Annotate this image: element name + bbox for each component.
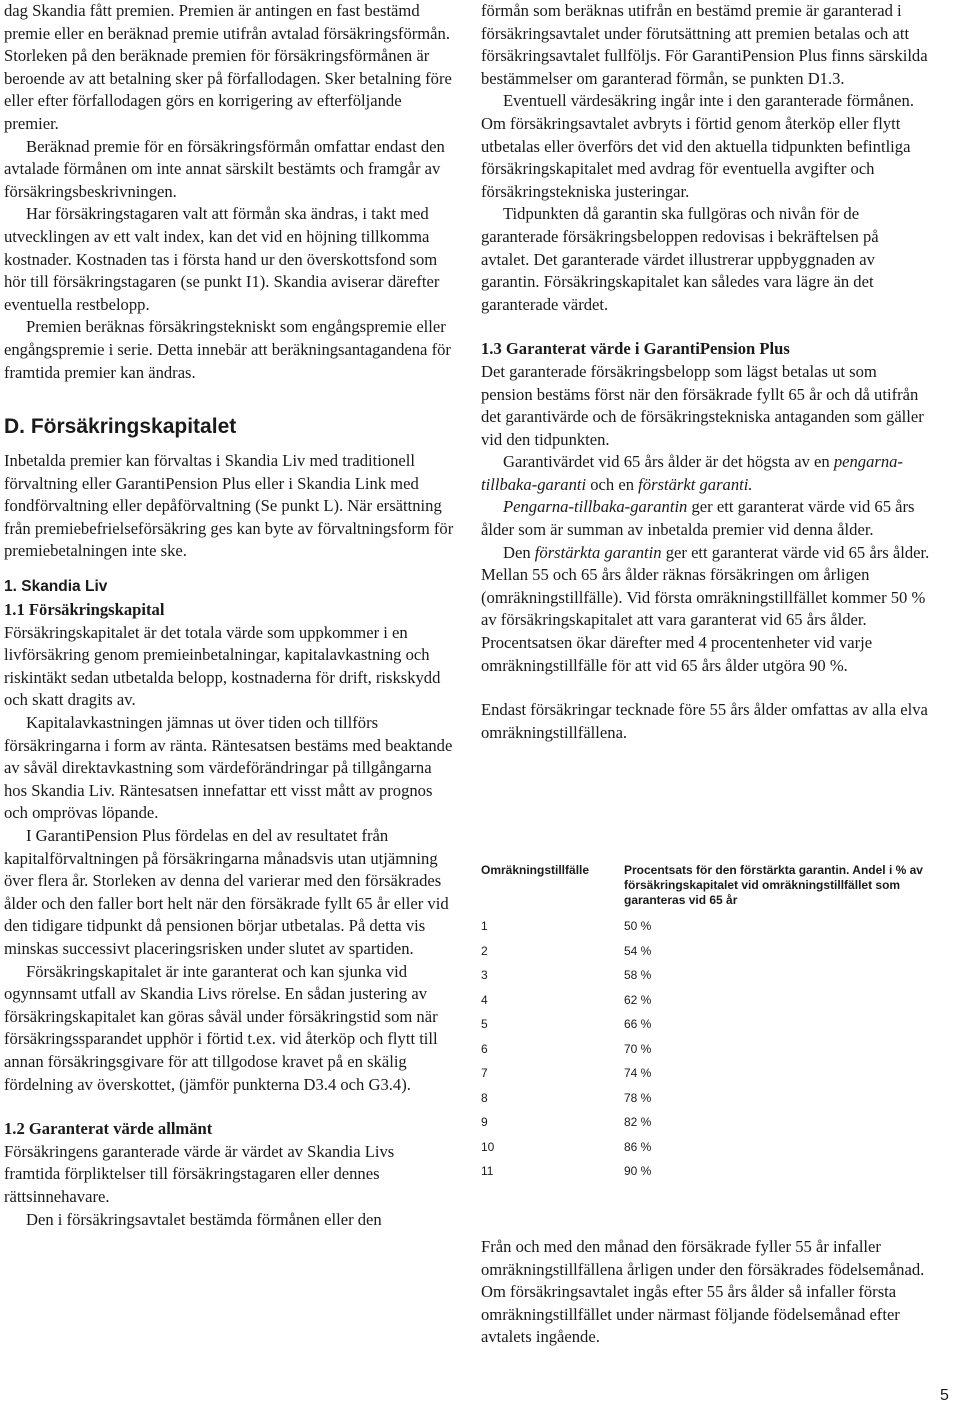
- table-header-col1: Omräkningstillfälle: [481, 863, 590, 877]
- paragraph: Den i försäkringsavtalet bestämda förmånen eller den: [26, 1209, 382, 1229]
- table-cell-pct: 66 %: [624, 1017, 652, 1031]
- text: Den: [503, 542, 535, 562]
- paragraph: Försäkringskapitalet är det totala värde som uppkommer i en livförsäkring genom premieinbetalningar, kapitalavkastning och riskintäkt sedan utbetalda belopp, kostnaderna för drift, riskskydd och skatt dragits av.: [4, 622, 441, 710]
- table-row: [481, 1113, 781, 1131]
- paragraph: förmån som beräknas utifrån en bestämd premie är garanterad i försäkringsavtalet under förutsättning att premien betalas och att försäkringsavtalet fullföljs. För GarantiPension Plus finns särskilda bestämmelser om garanterad förmån, se punkten D1.3.: [481, 1, 928, 88]
- table-row: [481, 1040, 781, 1058]
- table-cell-n: 8: [481, 1090, 488, 1105]
- section-heading-d: D. Försäkringskapitalet: [4, 415, 237, 439]
- paragraph: Har försäkringstagaren valt att förmån ska ändras, i takt med utvecklingen av ett valt index, kan det vid en höjning tillkomma kostnader. Kostnaden tas i första hand ur den överskottsfond som hör till försäkringstagaren (se punkt I1). Skandia aviserar därefter eventuella restbelopp.: [4, 204, 440, 314]
- emphasis: Pengarna-tillbaka-garantin: [503, 497, 688, 517]
- table-cell-pct: 78 %: [624, 1090, 652, 1105]
- emphasis: förstärkta garantin: [534, 542, 662, 562]
- paragraph: Från och med den månad den försäkrade fyller 55 år infaller omräkningstillfällena årligen under den försäkrades födelsemånad. Om försäkringsavtalet ingås efter 55 års ålder så infaller första omräkningstillfället under närmast följande födelsemånad efter avtalets ingående.: [481, 1237, 925, 1347]
- table-cell-n: 2: [481, 943, 488, 958]
- table-cell-pct: 86 %: [624, 1139, 652, 1154]
- table-cell-pct: 62 %: [624, 992, 652, 1007]
- paragraph: dag Skandia fått premien. Premien är antingen en fast bestämd premie eller en beräknad premie utifrån avtalad försäkringsförmån. Storleken på den beräknade premien för försäkringsförmånen är beroende av att betalning sker på förfallodagen. Sker betalning före eller efter förfallodagen görs en korrigering av efterföljande premier.: [4, 1, 452, 133]
- table-cell-n: 6: [481, 1041, 488, 1056]
- text: Garantivärdet vid 65 års ålder är det högsta av en: [503, 452, 834, 472]
- emphasis: förstärkt garanti.: [638, 474, 753, 494]
- left-column: [4, 0, 454, 1231]
- paragraph: [481, 542, 931, 678]
- table-row: [481, 917, 781, 935]
- table-cell-pct: 90 %: [624, 1164, 652, 1178]
- paragraph: Det garanterade försäkringsbelopp som lägst betalas ut som pension bestäms först när den försäkrade fyllt 65 år och då utifrån det garantivärde och de försäkringstekniska antaganden som gäller vid den tidpunkten.: [481, 361, 924, 449]
- table-cell-pct: 54 %: [624, 943, 652, 958]
- paragraph: Eventuell värdesäkring ingår inte i den garanterade förmånen. Om försäkringsavtalet avbryts i förtid genom återköp eller flytt utbetalas eller överförs det vid den aktuella tidpunkten befintliga försäkringskapitalet med avdrag för eventuella avgifter och försäkringstekniska justeringar.: [481, 91, 914, 201]
- subheading-garantipension-plus: 1.3 Garanterat värde i GarantiPension Plus: [481, 339, 790, 359]
- table-cell-pct: 50 %: [624, 919, 652, 933]
- text: ger ett garanterat värde vid 65 års ålder som är summan av inbetalda premier vid denna ålder.: [481, 497, 915, 540]
- table-cell-pct: 58 %: [624, 968, 652, 982]
- table-row: [481, 1162, 781, 1180]
- table-row: [481, 966, 781, 984]
- table-row: [481, 942, 781, 960]
- table-row: [481, 1089, 781, 1107]
- table-cell-pct: 82 %: [624, 1115, 652, 1129]
- right-column-bottom: [481, 1236, 931, 1349]
- section-heading-skandia-liv: 1. Skandia Liv: [4, 578, 108, 596]
- paragraph: [481, 451, 931, 496]
- table-cell-n: 9: [481, 1115, 488, 1129]
- table-row: [481, 1015, 781, 1033]
- table-cell-n: 11: [481, 1164, 494, 1178]
- paragraph: Beräknad premie för en försäkringsförmån omfattar endast den avtalade förmånen om inte annat särskilt bestämts och framgår av försäkringsbeskrivningen.: [4, 136, 445, 201]
- table-row: [481, 991, 781, 1009]
- paragraph: Försäkringens garanterade värde är värdet av Skandia Livs framtida förpliktelser till försäkringstagaren eller dennes rättsinnehavare.: [4, 1141, 395, 1206]
- paragraph: Premien beräknas försäkringstekniskt som engångspremie eller engångspremie i serie. Detta innebär att beräkningsantagandena för framtida premier kan ändras.: [4, 317, 451, 382]
- paragraph: Inbetalda premier kan förvaltas i Skandia Liv med traditionell förvaltning eller GarantiPension Plus eller i Skandia Link med fondförvaltning eller depåförvaltning (Se punkt L). När ersättning från premiebefrielseförsäkring ges kan byte av förvaltningsform för premiebetalningen inte ske.: [4, 451, 454, 561]
- table-cell-pct: 70 %: [624, 1041, 652, 1056]
- table-header-col2: Procentsats för den förstärkta garantin. Andel i % av försäkringskapitalet vid omräkningstillfället som garanteras vid 65 år: [624, 863, 923, 907]
- table-cell-n: 4: [481, 992, 488, 1007]
- paragraph: Tidpunkten då garantin ska fullgöras och nivån för de garanterade försäkringsbeloppen redovisas i bekräftelsen på avtalet. Det garanterade värdet illustrerar uppbyggnaden av garantin. Försäkringskapitalet kan således vara lägre än det garanterade värdet.: [481, 204, 879, 314]
- subheading-garanterat-varde: 1.2 Garanterat värde allmänt: [4, 1119, 213, 1139]
- paragraph: [481, 496, 931, 541]
- table-row: [481, 1064, 781, 1082]
- paragraph: Endast försäkringar tecknade före 55 års ålder omfattas av alla elva omräkningstillfällena.: [481, 700, 928, 742]
- table-cell-n: 3: [481, 968, 488, 982]
- table-cell-pct: 74 %: [624, 1066, 652, 1080]
- table-cell-n: 10: [481, 1139, 495, 1154]
- paragraph: I GarantiPension Plus fördelas en del av resultatet från kapitalförvaltningen på försäkringarna månadsvis utan utjämning över flera år. Storleken av denna del varierar med den försäkrades ålder och den faller bort helt när den försäkrade fyllt 65 år eller vid den tidigare tidpunkt då pensionen börjar utbetalas. På detta vis minskas successivt placeringsrisken under slutet av spartiden.: [4, 826, 449, 958]
- table-cell-n: 1: [481, 919, 488, 933]
- subheading-forsakringskapital: 1.1 Försäkringskapital: [4, 600, 165, 620]
- paragraph: Försäkringskapitalet är inte garanterat och kan sjunka vid ogynnsamt utfall av Skandia Livs rörelse. En sådan justering av försäkringskapitalet kan göras såväl under försäkringstid som när försäkringssparandet upphör i förtid t.ex. vid återköp och flytt till annan försäkringsgivare för att tillgodose kravet på en skälig fördelning av överskottet, (jämför punkterna D3.4 och G3.4).: [4, 961, 438, 1094]
- paragraph: Kapitalavkastningen jämnas ut över tiden och tillförs försäkringarna i form av ränta. Räntesatsen bestäms med beaktande av såväl direktavkastning som värdeförändringar på tillgångarna hos Skandia Liv. Räntesatsen innefattar ett visst mått av prognos och omprövas löpande.: [4, 713, 453, 823]
- page-number: 5: [940, 1387, 949, 1404]
- table-row: [481, 1138, 781, 1156]
- table-cell-n: 5: [481, 1017, 488, 1031]
- text: ger ett garanterat värde vid 65 års ålder. Mellan 55 och 65 års ålder räknas försäkringen om årligen (omräkningstillfälle). Vid första omräkningstillfället kommer 50 % av försäkringskapitalet att vara garanterat vid 65 års ålder. Procentsatsen ökar därefter med 4 procentenheter vid varje omräkningstillfälle för att vid 65 års ålder utgöra 90 %.: [481, 542, 930, 675]
- emphasis: pengarna-tillbaka-garanti: [481, 452, 903, 494]
- table-cell-n: 7: [481, 1066, 488, 1080]
- right-column: [481, 0, 931, 744]
- text: och en: [586, 474, 639, 494]
